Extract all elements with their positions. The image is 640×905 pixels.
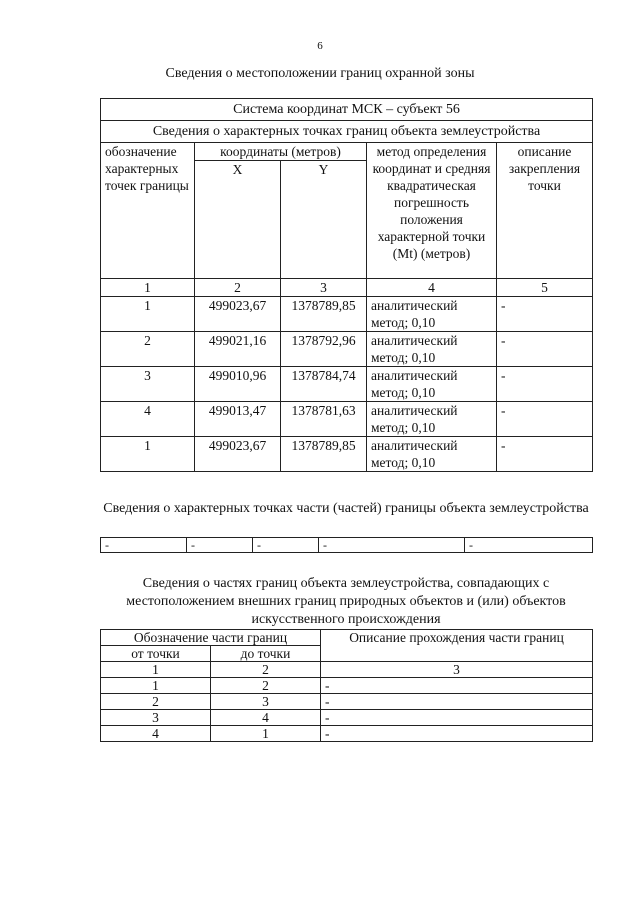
col-number: 2	[195, 279, 281, 297]
method-cell: аналитический метод; 0,10	[367, 437, 497, 472]
col-number: 1	[101, 279, 195, 297]
page-number: 6	[317, 40, 323, 52]
description-cell: -	[497, 402, 593, 437]
y-cell: 1378781,63	[281, 402, 367, 437]
point-designation-header: обозначение характерных точек границы	[101, 143, 195, 279]
from-cell: 1	[101, 678, 211, 694]
empty-cell: -	[465, 538, 593, 553]
col-number: 4	[367, 279, 497, 297]
table-row	[101, 402, 593, 437]
x-cell: 499010,96	[195, 367, 281, 402]
table-row	[101, 367, 593, 402]
col-number: 2	[211, 662, 321, 678]
table-row	[101, 538, 593, 553]
description-cell: -	[497, 332, 593, 367]
document-title: Сведения о местоположении границ охранной зоны	[165, 66, 475, 81]
y-cell: 1378792,96	[281, 332, 367, 367]
point-cell: 2	[101, 332, 195, 367]
from-cell: 3	[101, 710, 211, 726]
description-cell: -	[321, 710, 593, 726]
section3-title: Сведения о частях границ объекта землеустройства, совпадающих с местоположением внешних границ природных объектов и (или) объектов искусственного происхождения	[126, 576, 566, 627]
table-row	[101, 710, 593, 726]
description-cell: -	[497, 437, 593, 472]
empty-cell: -	[101, 538, 187, 553]
point-cell: 1	[101, 437, 195, 472]
column-numbers-row	[101, 279, 593, 297]
y-cell: 1378789,85	[281, 297, 367, 332]
col-number: 1	[101, 662, 211, 678]
col-number: 3	[321, 662, 593, 678]
column-numbers-row	[101, 662, 593, 678]
from-point-header: от точки	[101, 646, 211, 662]
x-cell: 499021,16	[195, 332, 281, 367]
method-cell: аналитический метод; 0,10	[367, 297, 497, 332]
from-cell: 2	[101, 694, 211, 710]
points-section-header: Сведения о характерных точках границ объекта землеустройства	[101, 121, 593, 143]
to-cell: 2	[211, 678, 321, 694]
col-number: 5	[497, 279, 593, 297]
to-point-header: до точки	[211, 646, 321, 662]
table-row	[101, 332, 593, 367]
point-cell: 3	[101, 367, 195, 402]
table-row	[101, 297, 593, 332]
method-cell: аналитический метод; 0,10	[367, 367, 497, 402]
description-cell: -	[321, 678, 593, 694]
from-cell: 4	[101, 726, 211, 742]
point-cell: 1	[101, 297, 195, 332]
table-row	[101, 437, 593, 472]
table-row	[101, 694, 593, 710]
y-header: Y	[281, 161, 367, 279]
border-parts-table	[100, 629, 593, 742]
to-cell: 3	[211, 694, 321, 710]
description-cell: -	[321, 694, 593, 710]
description-cell: -	[321, 726, 593, 742]
to-cell: 1	[211, 726, 321, 742]
col-number: 3	[281, 279, 367, 297]
coord-system-header: Система координат МСК – субъект 56	[101, 99, 593, 121]
empty-cell: -	[253, 538, 319, 553]
to-cell: 4	[211, 710, 321, 726]
fixation-description-header: описание закрепления точки	[497, 143, 593, 279]
x-cell: 499013,47	[195, 402, 281, 437]
part-designation-header: Обозначение части границ	[101, 630, 321, 646]
coordinates-header: координаты (метров)	[195, 143, 367, 161]
points-table	[100, 98, 593, 472]
method-cell: аналитический метод; 0,10	[367, 402, 497, 437]
y-cell: 1378789,85	[281, 437, 367, 472]
table-row	[101, 678, 593, 694]
method-header: метод определения координат и средняя квадратическая погрешность положения характерной точки (Mt) (метров)	[367, 143, 497, 279]
empty-cell: -	[187, 538, 253, 553]
description-cell: -	[497, 367, 593, 402]
point-cell: 4	[101, 402, 195, 437]
x-cell: 499023,67	[195, 437, 281, 472]
y-cell: 1378784,74	[281, 367, 367, 402]
method-cell: аналитический метод; 0,10	[367, 332, 497, 367]
part-points-table	[100, 537, 593, 553]
passage-description-header: Описание прохождения части границ	[321, 630, 593, 662]
x-cell: 499023,67	[195, 297, 281, 332]
empty-cell: -	[319, 538, 465, 553]
description-cell: -	[497, 297, 593, 332]
table-row	[101, 726, 593, 742]
x-header: X	[195, 161, 281, 279]
section2-title: Сведения о характерных точках части (частей) границы объекта землеустройства	[103, 501, 589, 516]
